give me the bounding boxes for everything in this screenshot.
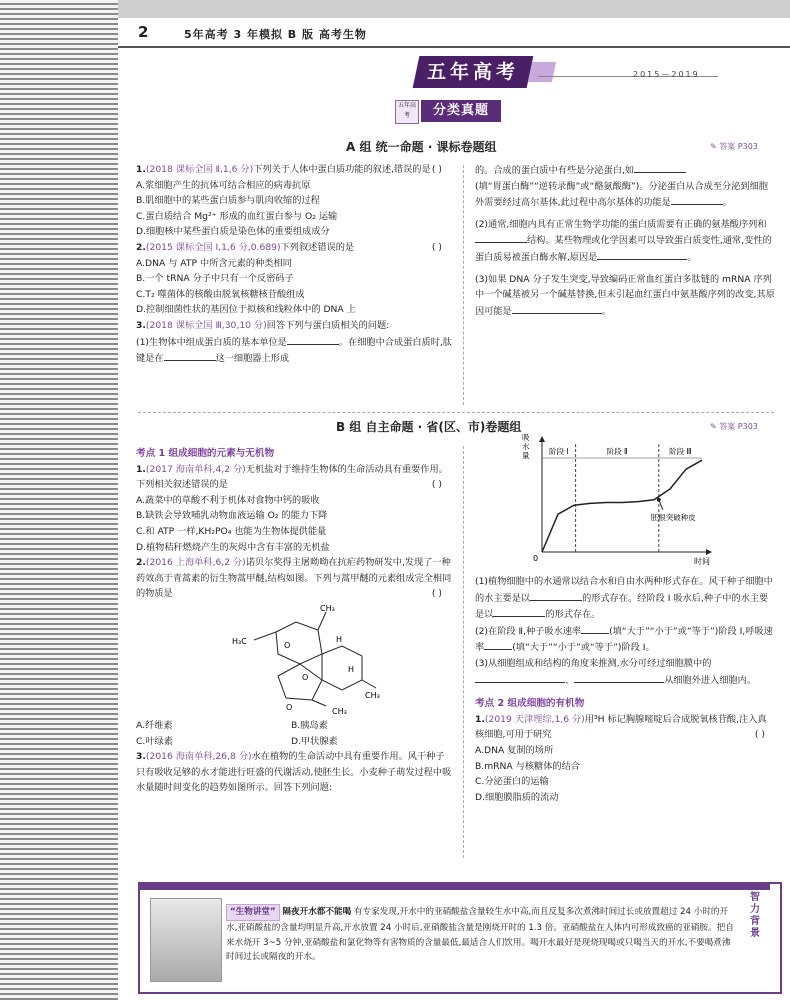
year-range: 2015—2019 [633, 70, 700, 79]
answer-ref-a[interactable]: ✎ 答案 P303 [710, 142, 758, 151]
group-b-right [475, 574, 775, 805]
methyl-left: H₃C [232, 636, 247, 646]
option: D.细胞核中某些蛋白质是染色体的重要组成成分 [136, 226, 330, 238]
ring-c [278, 664, 322, 700]
option: D.细胞膜脂质的流动 [475, 791, 559, 803]
section-banner: 五年高考 [413, 56, 534, 88]
question-b1: 1.(2017 海南单科,4,2 分)无机盐对于维持生物体的生命活动具有重要作用。下列相关叙述错误的是 ( ) [136, 463, 448, 491]
page-number: 2 [138, 23, 149, 41]
options-row: C.叶绿素 D.甲状腺素 [136, 735, 338, 747]
info-body: 有专家发现,开水中的亚硝酸盐含量较生水中高,而且反复多次煮沸时间过长或放置超过 24 小时的开水,亚硝酸盐的含量均明显升高,开水放置 24 小时后,亚硝酸盐含量是刚烧开时的 1.3 倍。亚硝酸盐在人体内可形成致癌的亚硝胺。把自来水烧开 3~5 分钟,亚硝酸盐和氯化物等有害物质的含量最低,最适合人们饮用。喝开水最好是现烧现喝或只喝当天的开水,不要喝煮沸时间过长或隔夜的开水。 [226, 907, 734, 963]
running-header [118, 20, 790, 48]
option: A.蔬菜中的草酸不利于机体对食物中钙的吸收 [136, 494, 320, 506]
ring-a [276, 622, 322, 664]
oxygen-1: O [284, 640, 291, 650]
annotation-leader [659, 500, 663, 510]
options-row: A.纤维素 B.胰岛素 [136, 719, 328, 731]
question-a3-part3: (3)如果 DNA 分子发生突变,导致编码正常血红蛋白多肽链的 mRNA 序列中一个碱基被另一个碱基替换,但未引起血红蛋白中氨基酸序列的改变,其原因可能是 。 [475, 273, 775, 317]
annotation-label: 胚根突破种皮 [650, 512, 696, 522]
sub-banner [395, 100, 505, 122]
uptake-curve [542, 460, 702, 552]
section-rule [138, 412, 774, 413]
info-text [226, 904, 738, 965]
origin-label: 0 [533, 554, 539, 563]
question-a3-cont: 的。合成的蛋白质中有些是分泌蛋白,如 [475, 162, 775, 179]
option: C.蛋白质结合 Mg²⁺ 形成的血红蛋白参与 O₂ 运输 [136, 210, 338, 222]
oxygen-3: O [286, 702, 293, 712]
methyl-bottom: CH₃ [332, 706, 347, 716]
option: C.T₂ 噬菌体的核酸由脱氧核糖核苷酸组成 [136, 288, 305, 300]
question-a3-part2: (2)通常,细胞内具有正常生物学功能的蛋白质需要有正确的氨基酸序列和结构。某些物理或化学因素可以导致蛋白质变性,通常,变性的蛋白质易被蛋白酶水解,原因是 。 [475, 218, 772, 263]
option: A.DNA 复制的场所 [475, 744, 554, 756]
phase-label: 阶段 Ⅱ [606, 447, 628, 456]
page [118, 0, 790, 1000]
artemether-structure [136, 602, 452, 718]
option: B.mRNA 与核糖体的结合 [475, 760, 580, 772]
question-a3: 3.(2018 课标全国 Ⅲ,30,10 分)回答下列与蛋白质相关的问题: [136, 319, 390, 331]
y-axis-label-char: 水 [522, 442, 530, 451]
column-divider [463, 446, 464, 858]
info-headline: 隔夜开水都不能喝 [282, 907, 352, 917]
group-a-left [136, 162, 452, 367]
option: A.DNA 与 ATP 中所含元素的种类相同 [136, 257, 292, 269]
knowledge-point-2: 考点 2 组成细胞的有机物 [475, 698, 585, 710]
question-b3-part2: (2)在阶段 Ⅱ,种子吸水速率 (填“大于”“小于”或“等于”)阶段 Ⅰ,呼吸速率 (填“大于”“小于”或“等于”)阶段 Ⅰ。 [475, 623, 775, 656]
question-a3-cont2: (填“胃蛋白酶”“逆转录酶”或“酪氨酸酶”)。分泌蛋白从合成至分泌到细胞外需要经过高尔基体,此过程中高尔基体的功能是 。 [475, 180, 768, 209]
tag-small: 五年高考 [395, 100, 419, 124]
option: C.分泌蛋白的运输 [475, 776, 549, 788]
water-glass-photo [150, 898, 222, 982]
running-title: 5年高考 3 年模拟 B 版 高考生物 [184, 28, 367, 41]
oxygen-2: O [302, 672, 309, 682]
banner-tail [528, 62, 556, 82]
methyl-top: CH₃ [320, 603, 335, 613]
question-b3: 3.(2016 海南单科,26,8 分)水在植物的生命活动中具有重要作用。风干种子只有吸收足够的水才能进行旺盛的代谢活动,使胚生长。小麦种子萌发过程中吸水量随时间变化的趋势如图所示。回答下列问题: [136, 751, 452, 794]
x-axis-arrow [706, 549, 712, 555]
tag-big: 分类真题 [421, 100, 501, 122]
x-axis-label: 时间 [694, 557, 710, 566]
y-axis-arrow [539, 436, 545, 442]
question-b2: 2.(2016 上海单科,6,2 分)诺贝尔奖得主屠呦呦在抗疟药物研发中,发现了一种药效高于青蒿素的衍生物蒿甲醚,结构如图。下列与蒿甲醚的元素组成完全相同的物质是 ( ) [136, 557, 452, 600]
question-a3-part1: (1)生物体中组成蛋白质的基本单位是 。在细胞中合成蛋白质时,肽键是在 这一细胞器上形成 [136, 334, 452, 367]
answer-ref-b[interactable]: ✎ 答案 P303 [710, 422, 758, 431]
phase-label: 阶段 Ⅰ [548, 447, 569, 456]
info-box-bar [140, 884, 770, 890]
option: B.一个 tRNA 分子中只有一个反密码子 [136, 273, 294, 285]
y-axis-label-char: 吸 [522, 433, 530, 442]
group-a-right [475, 162, 775, 319]
group-a-title: A 组 统一命题 · 课标卷题组 [346, 140, 497, 154]
question-c1: 1.(2019 天津理综,1,6 分)用³H 标记胸腺嘧啶后合成脱氧核苷酸,注入真核细胞,可用于研究 ( ) [475, 713, 767, 741]
option: D.控制细菌性状的基因位于拟核和线粒体中的 DNA 上 [136, 304, 356, 316]
question-b3-part3: (3)从细胞组成和结构的角度来推测,水分可经过细胞膜中的、 从细胞外进入细胞内。 [475, 657, 757, 686]
hydrogen-2: H [348, 664, 355, 674]
side-label: 智力背景 [750, 892, 760, 939]
top-bar [118, 0, 790, 18]
y-axis-label-char: 量 [522, 451, 530, 460]
question-b3-part1: (1)植物细胞中的水通常以结合水和自由水两种形式存在。风干种子细胞中的水主要是以 的形式存在。经阶段 Ⅰ 吸水后,种子中的水主要是以 的形式存在。 [475, 576, 773, 621]
methyl-right: CH₃ [365, 690, 380, 700]
option: B.肌细胞中的某些蛋白质参与肌肉收缩的过程 [136, 195, 320, 207]
column-divider [463, 165, 464, 405]
phase-label: 阶段 Ⅲ [669, 447, 692, 456]
annotation-point [657, 498, 661, 502]
hydrogen-1: H [336, 634, 343, 644]
question-a1: 1.(2018 课标全国 Ⅱ,1,6 分)下列关于人体中蛋白质功能的叙述,错误的是 ( ) [136, 164, 442, 175]
ring-b [322, 646, 362, 690]
option: B.缺铁会导致哺乳动物血液运输 O₂ 的能力下降 [136, 510, 328, 522]
info-pill: “生物讲堂” [226, 904, 280, 921]
group-b-title: B 组 自主命题 · 省(区、市)卷题组 [336, 420, 522, 434]
knowledge-point-1: 考点 1 组成细胞的元素与无机物 [136, 448, 275, 459]
binding-stripes [0, 0, 118, 1000]
question-a2: 2.(2015 课标全国 Ⅰ,1,6 分,0.689)下列叙述错误的是 ( ) [136, 241, 442, 253]
option: D.植物秸秆燃烧产生的灰烬中含有丰富的无机盐 [136, 541, 330, 553]
option: C.和 ATP 一样,KH₂PO₄ 也能为生物体提供能量 [136, 525, 327, 537]
water-uptake-chart [520, 430, 720, 572]
group-b-left [136, 446, 452, 796]
option: A.浆细胞产生的抗体可结合相应的病毒抗原 [136, 179, 311, 191]
